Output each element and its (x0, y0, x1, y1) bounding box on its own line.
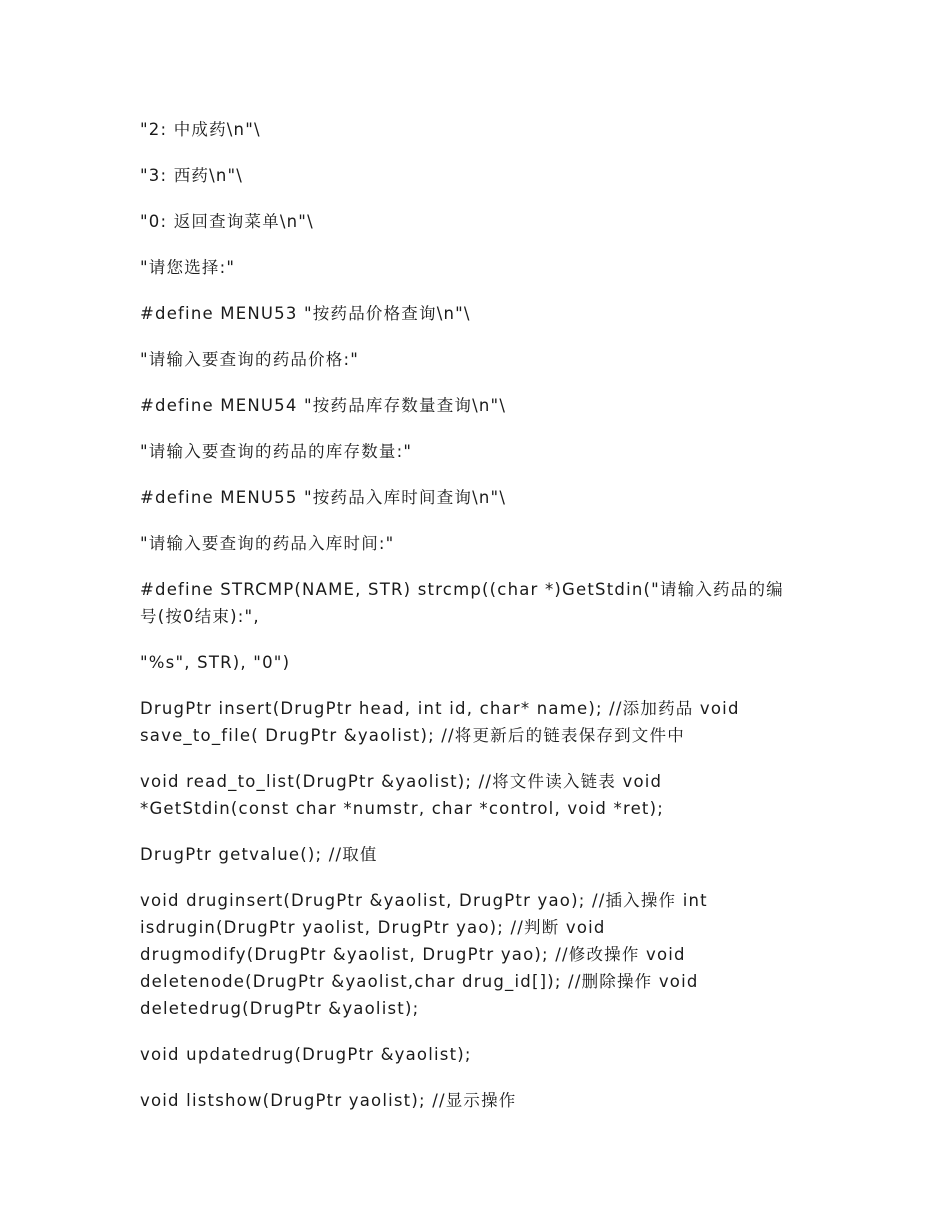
text-line: deletedrug(DrugPtr &yaolist); (140, 999, 420, 1018)
paragraph (140, 346, 810, 373)
paragraph (140, 1087, 810, 1114)
text-line: void listshow(DrugPtr yaolist); //显示操作 (140, 1091, 517, 1110)
text-line: DrugPtr getvalue(); //取值 (140, 845, 378, 864)
text-line: "请输入要查询的药品的库存数量:" (140, 442, 413, 461)
paragraph (140, 392, 810, 419)
paragraph (140, 649, 810, 676)
text-line: *GetStdin(const char *numstr, char *control, void *ret); (140, 799, 664, 818)
text-line: void read_to_list(DrugPtr &yaolist); //将文件读入链表 void (140, 772, 663, 791)
paragraph (140, 576, 810, 630)
paragraph (140, 841, 810, 868)
text-line: #define MENU53 "按药品价格查询\n"\ (140, 304, 471, 323)
text-line: 号(按0结束):", (140, 607, 260, 626)
text-line: "2: 中成药\n"\ (140, 120, 261, 139)
paragraph (140, 438, 810, 465)
text-line: deletenode(DrugPtr &yaolist,char drug_id[]); //删除操作 void (140, 972, 699, 991)
text-line: "请输入要查询的药品入库时间:" (140, 534, 395, 553)
text-line: #define MENU54 "按药品库存数量查询\n"\ (140, 396, 507, 415)
text-line: "请输入要查询的药品价格:" (140, 350, 360, 369)
paragraph (140, 484, 810, 511)
paragraph (140, 530, 810, 557)
paragraph (140, 116, 810, 143)
text-line: drugmodify(DrugPtr &yaolist, DrugPtr yao); //修改操作 void (140, 945, 686, 964)
paragraph (140, 887, 810, 1022)
text-line: #define STRCMP(NAME, STR) strcmp((char *)GetStdin("请输入药品的编 (140, 580, 784, 599)
text-line: save_to_file( DrugPtr &yaolist); //将更新后的链表保存到文件中 (140, 726, 685, 745)
text-line: #define MENU55 "按药品入库时间查询\n"\ (140, 488, 507, 507)
text-line: void druginsert(DrugPtr &yaolist, DrugPtr yao); //插入操作 int (140, 891, 708, 910)
paragraph (140, 768, 810, 822)
paragraph (140, 162, 810, 189)
text-line: "请您选择:" (140, 258, 236, 277)
text-line: DrugPtr insert(DrugPtr head, int id, char* name); //添加药品 void (140, 699, 740, 718)
paragraph (140, 300, 810, 327)
paragraph (140, 1041, 810, 1068)
text-line: isdrugin(DrugPtr yaolist, DrugPtr yao); //判断 void (140, 918, 606, 937)
text-line: "3: 西药\n"\ (140, 166, 244, 185)
text-line: "%s", STR), "0") (140, 653, 291, 672)
paragraph (140, 208, 810, 235)
text-line: void updatedrug(DrugPtr &yaolist); (140, 1045, 472, 1064)
document-body (140, 116, 810, 1133)
paragraph (140, 254, 810, 281)
paragraph (140, 695, 810, 749)
text-line: "0: 返回查询菜单\n"\ (140, 212, 314, 231)
